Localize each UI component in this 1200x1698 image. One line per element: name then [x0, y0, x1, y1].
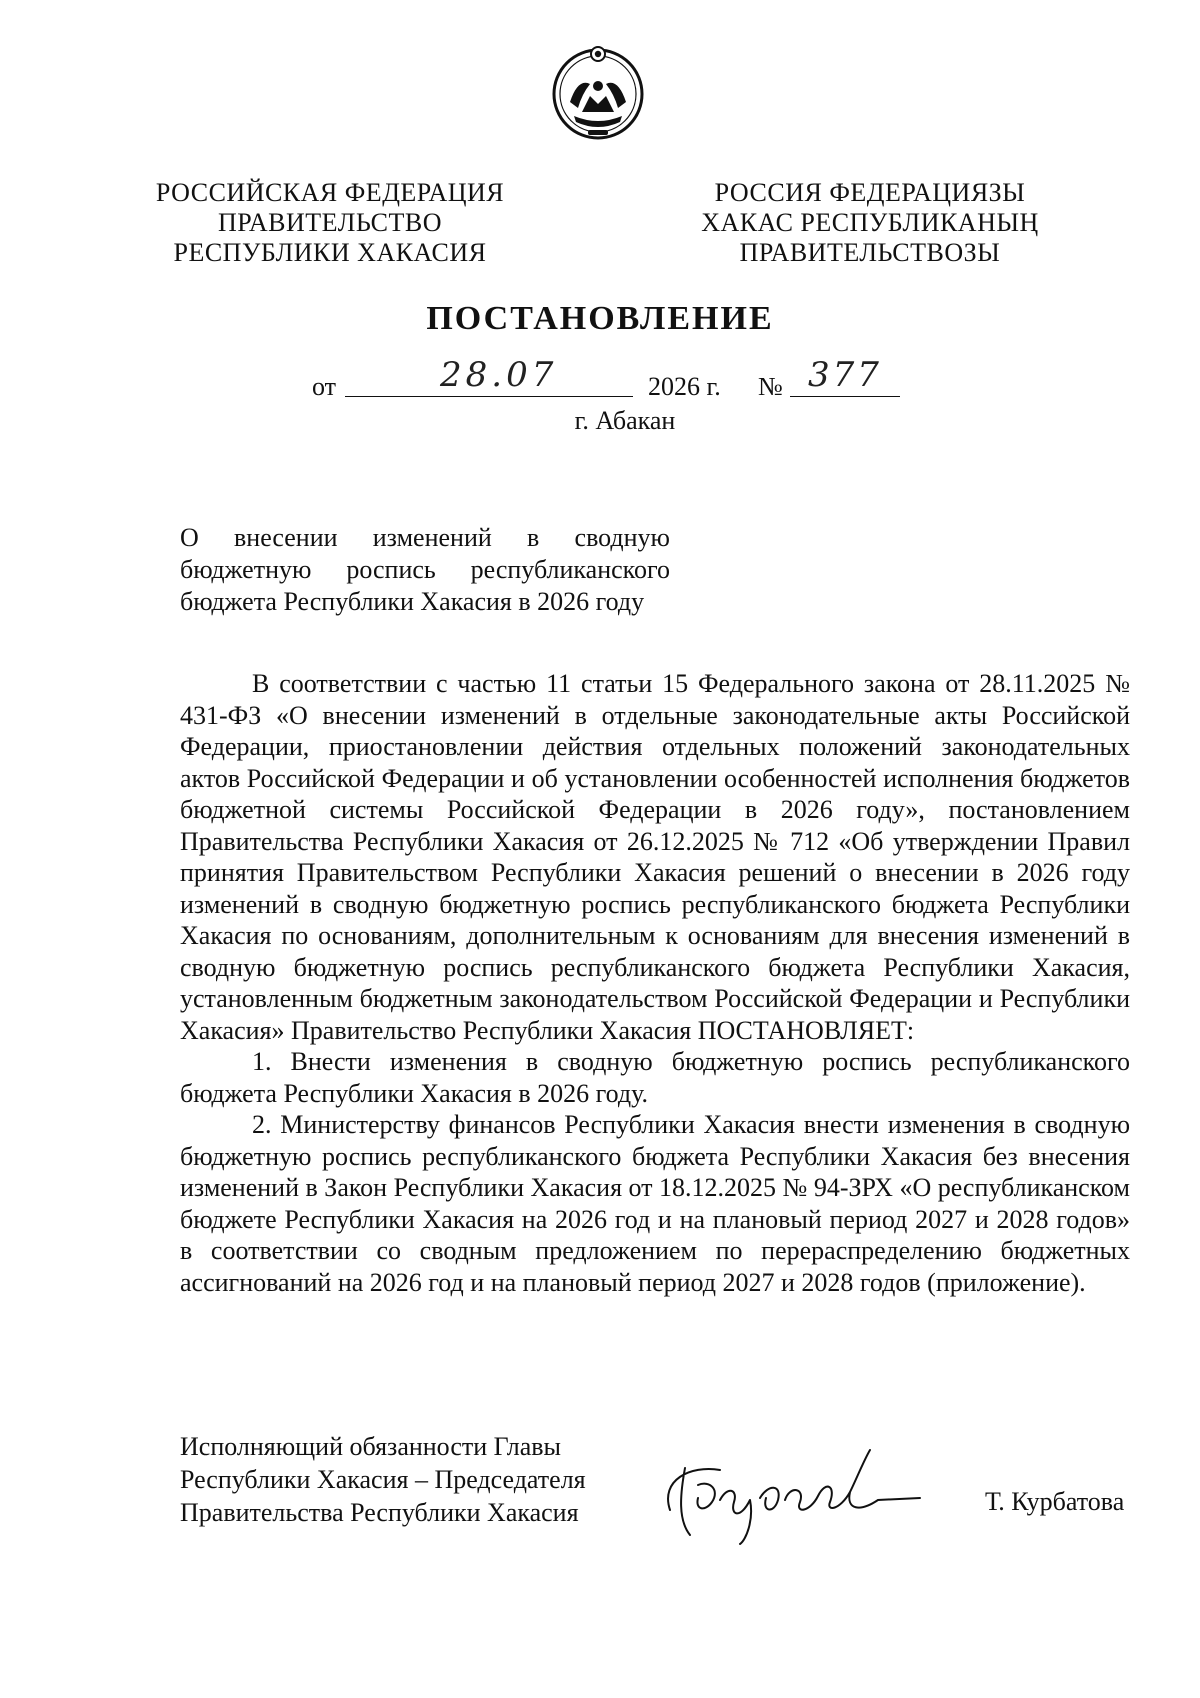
handwritten-date: 28.07 [440, 355, 558, 395]
handwritten-signature [650, 1440, 940, 1550]
signatory-role-line-3: Правительства Республики Хакасия [180, 1498, 579, 1527]
header-right-line-2: ХАКАС РЕСПУБЛИКАНЫҢ [701, 208, 1039, 237]
number-sign: № [758, 372, 783, 401]
document-body [180, 668, 1130, 1298]
header-khakas [660, 178, 1080, 268]
header-right-line-3: ПРАВИТЕЛЬСТВОЗЫ [739, 238, 1001, 267]
body-paragraph-item-2: 2. Министерству финансов Республики Хакасия внести изменения в сводную бюджетную роспись республиканского бюджета Республики Хакасия без внесения изменений в Закон Республики Хакасия от 18.12.2025 № 94-ЗРХ «О республиканском бюджете Республики Хакасия на 2026 год и на плановый период 2027 и 2028 годов» в соответствии со сводным предложением по перераспределению бюджетных ассигнований на 2026 год и на плановый период 2027 и 2028 годов (приложение). [180, 1110, 1130, 1297]
city: г. Абакан [574, 406, 676, 435]
header-left-line-1: РОССИЙСКАЯ ФЕДЕРАЦИЯ [155, 178, 505, 207]
signatory-name: Т. Курбатова [985, 1487, 1125, 1516]
document-title: ПОСТАНОВЛЕНИЕ [426, 300, 774, 337]
header-right-line-1: РОССИЯ ФЕДЕРАЦИЯЗЫ [714, 178, 1026, 207]
signatory-role-line-1: Исполняющий обязанности Главы [180, 1432, 561, 1461]
document-subject [180, 522, 670, 618]
handwritten-number: 377 [808, 355, 882, 395]
subject-line-3: бюджета Республики Хакасия в 2026 году [180, 587, 645, 616]
date-prefix: от [312, 372, 337, 401]
date-year: 2026 г. [648, 372, 721, 401]
subject-line-2: бюджетную роспись республиканского [180, 555, 670, 584]
header-left-line-3: РЕСПУБЛИКИ ХАКАСИЯ [173, 238, 487, 267]
coat-of-arms-emblem [548, 42, 648, 142]
signatory-role [180, 1430, 586, 1529]
subject-line-1: О внесении изменений в сводную [180, 523, 670, 552]
body-paragraph-item-1: 1. Внести изменения в сводную бюджетную роспись республиканского бюджета Республики Хакасия в 2026 году. [180, 1047, 1130, 1108]
body-paragraph-preamble: В соответствии с частью 11 статьи 15 Федерального закона от 28.11.2025 № 431-ФЗ «О внесении изменений в отдельные законодательные акты Российской Федерации, приостановлении действия отдельных положений законодательных актов Российской Федерации и об установлении особенностей исполнения бюджетов бюджетной системы Российской Федерации в 2026 году», постановлением Правительства Республики Хакасия от 26.12.2025 № 712 «Об утверждении Правил принятия Правительством Республики Хакасия решений о внесении в 2026 году изменений в сводную бюджетную роспись республиканского бюджета Республики Хакасия по основаниям, дополнительным к основаниям для внесения изменений в сводную бюджетную роспись республиканского бюджета Республики Хакасия, установленным бюджетным законодательством Российской Федерации и Республики Хакасия» Правительство Республики Хакасия ПОСТАНОВЛЯЕТ: [180, 669, 1130, 1045]
header-russian [130, 178, 530, 268]
signatory-role-line-2: Республики Хакасия – Председателя [180, 1465, 586, 1494]
header-left-line-2: ПРАВИТЕЛЬСТВО [218, 208, 442, 237]
